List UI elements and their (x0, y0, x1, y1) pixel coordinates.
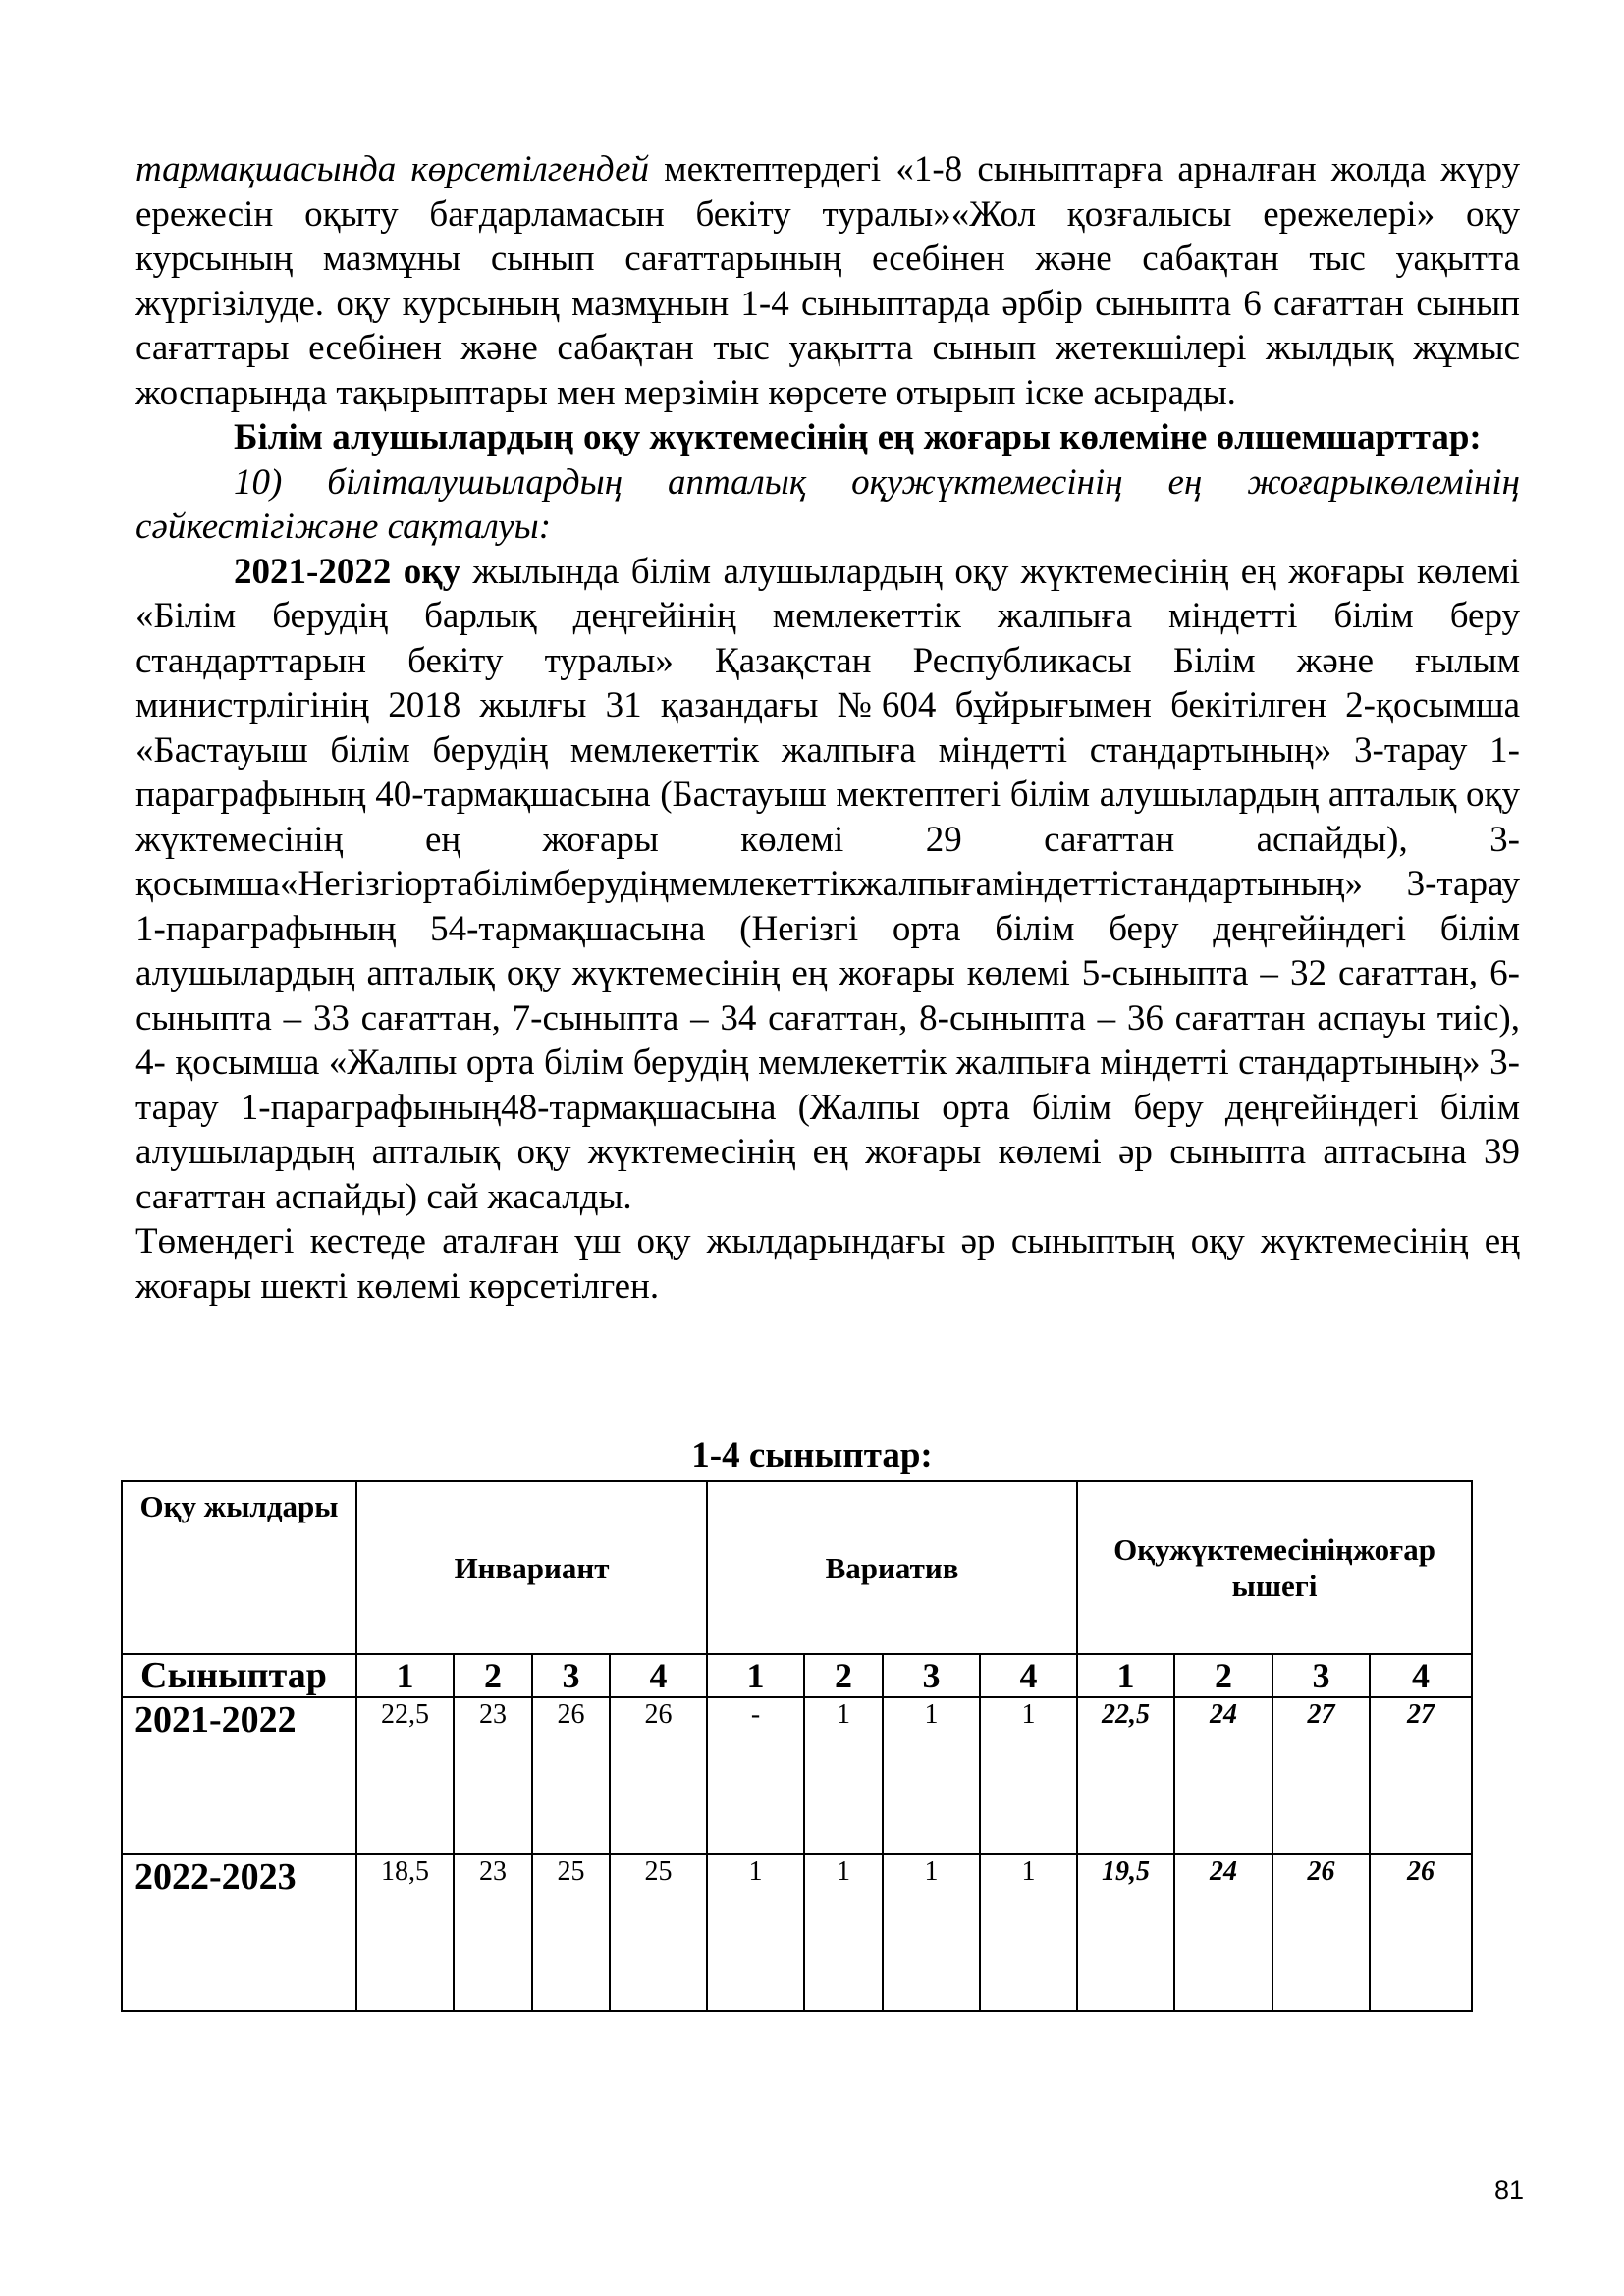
class-number: 1 (1077, 1654, 1174, 1697)
class-number: 2 (1174, 1654, 1272, 1697)
load-table (121, 1480, 1473, 2012)
table-cell: 18,5 (356, 1854, 454, 2011)
criteria-heading: Білім алушылардың оқу жүктемесінің ең жоғары көлеміне өлшемшарттар: (234, 417, 1482, 457)
load-year-bold: 2021-2022 оқу (234, 551, 461, 592)
table-cell-total: 19,5 (1077, 1854, 1174, 2011)
row-year: 2021-2022 (122, 1697, 356, 1854)
table-cell: 22,5 (356, 1697, 454, 1854)
intro-text: мектептердегі «1-8 сыныптарға арналған жолда жүру ережесін оқыту бағдарламасын бекіту туралы»«Жол қозғалысы ережелері» оқу курсының мазмұны сынып сағаттарының есебінен және сабақтан тыс уақытта жүргізілуде. оқу курсының мазмұнын 1-4 сыныптарда әрбір сыныпта 6 сағаттан сынып сағаттары есебінен және сабақтан тыс уақытта сынып жетекшілері жылдық жұмыс жоспарында тақырыптары мен мерзімін көрсете отырып іске асырады. (135, 149, 1520, 413)
page-number: 81 (1493, 2175, 1524, 2205)
table-title: 1-4 сыныптар: (691, 1435, 933, 1475)
row-year: 2022-2023 (122, 1854, 356, 2011)
max-load-header: Оқужүктемесініңжоғар ышегі (1077, 1481, 1472, 1654)
class-number: 1 (356, 1654, 454, 1697)
intro-italic: тармақшасында көрсетілгендей (135, 149, 650, 189)
classes-label-cell: Сыныптар (122, 1654, 356, 1697)
class-number: 2 (804, 1654, 883, 1697)
table-cell: 1 (980, 1697, 1077, 1854)
class-number: 2 (454, 1654, 532, 1697)
table-row (122, 1697, 1472, 1854)
table-cell-total: 24 (1174, 1854, 1272, 2011)
table-class-header-row (122, 1654, 1472, 1697)
table-cell: 25 (610, 1854, 707, 2011)
table-group-header-row (122, 1481, 1472, 1654)
table-cell: 1 (707, 1854, 804, 2011)
paragraph-table-intro: Төмендегі кестеде аталған үш оқу жылдарындағы әр сыныптың оқу жүктемесінің ең жоғары шекті көлемі көрсетілген. (135, 1221, 1520, 1307)
class-number: 1 (707, 1654, 804, 1697)
class-number: 4 (980, 1654, 1077, 1697)
years-header-cell: Оқу жылдары (122, 1481, 356, 1654)
table-cell: 23 (454, 1697, 532, 1854)
table-cell: 1 (883, 1854, 980, 2011)
paragraph-load (135, 550, 1520, 1220)
class-number: 4 (1370, 1654, 1472, 1697)
paragraph-intro (135, 147, 1520, 415)
class-number: 3 (1272, 1654, 1370, 1697)
table-cell: 1 (980, 1854, 1077, 2011)
table-cell: 25 (532, 1854, 610, 2011)
table-cell: 1 (804, 1854, 883, 2011)
load-text: жылында білім алушылардың оқу жүктемесінің ең жоғары көлемі «Білім берудің барлық деңгейінің мемлекеттік жалпыға міндетті білім беру стандарттарын бекіту туралы» Қазақстан Республикасы Білім және ғылым министрлігінің 2018 жылғы 31 қазандағы №604 бұйрығымен бекітілген 2-қосымша «Бастауыш білім берудің мемлекеттік жалпыға міндетті стандартының» 3-тарау 1-параграфының 40-тармақшасына (Бастауыш мектептегі білім алушылардың апталық оқу жүктемесінің ең жоғары көлемі 29 сағаттан аспайды), 3-қосымша«Негізгіортабілімберудіңмемлекеттікжалпығаміндеттістандартының» 3-тарау 1-параграфының 54-тармақшасына (Негізгі орта білім беру деңгейіндегі білім алушылардың апталық оқу жүктемесінің ең жоғары көлемі 5-сыныпта – 32 сағаттан, 6-сыныпта – 33 сағаттан, 7-сыныпта – 34 сағаттан, 8-сыныпта – 36 сағаттан аспауы тиіс), 4- қосымша «Жалпы орта білім берудің мемлекеттік жалпыға міндетті стандартының» 3-тарау 1-параграфының48-тармақшасына (Жалпы орта білім беру деңгейіндегі білім алушылардың апталық оқу жүктемесінің ең жоғары көлемі әр сыныпта аптасына 39 сағаттан аспайды) сай жасалды. (135, 551, 1521, 1217)
table-cell: 26 (610, 1697, 707, 1854)
table-cell: 26 (532, 1697, 610, 1854)
document-body (135, 147, 1520, 1308)
class-number: 4 (610, 1654, 707, 1697)
table-cell-total: 26 (1272, 1854, 1370, 2011)
table-cell-total: 27 (1272, 1697, 1370, 1854)
table-cell-total: 22,5 (1077, 1697, 1174, 1854)
table-cell: 1 (883, 1697, 980, 1854)
class-number: 3 (883, 1654, 980, 1697)
class-number: 3 (532, 1654, 610, 1697)
invariant-header: Инвариант (356, 1481, 707, 1654)
variative-header: Вариатив (707, 1481, 1077, 1654)
criterion-item: 10) біліmалушылардың апталық оқужүктемесінің ең жоғарыкөлемінің сәйкестігіжәне сақталуы: (135, 461, 1520, 547)
table-cell-total: 26 (1370, 1854, 1472, 2011)
table-row (122, 1854, 1472, 2011)
table-cell-total: 24 (1174, 1697, 1272, 1854)
table-cell: 23 (454, 1854, 532, 2011)
table-cell: - (707, 1697, 804, 1854)
table-cell: 1 (804, 1697, 883, 1854)
table-cell-total: 27 (1370, 1697, 1472, 1854)
